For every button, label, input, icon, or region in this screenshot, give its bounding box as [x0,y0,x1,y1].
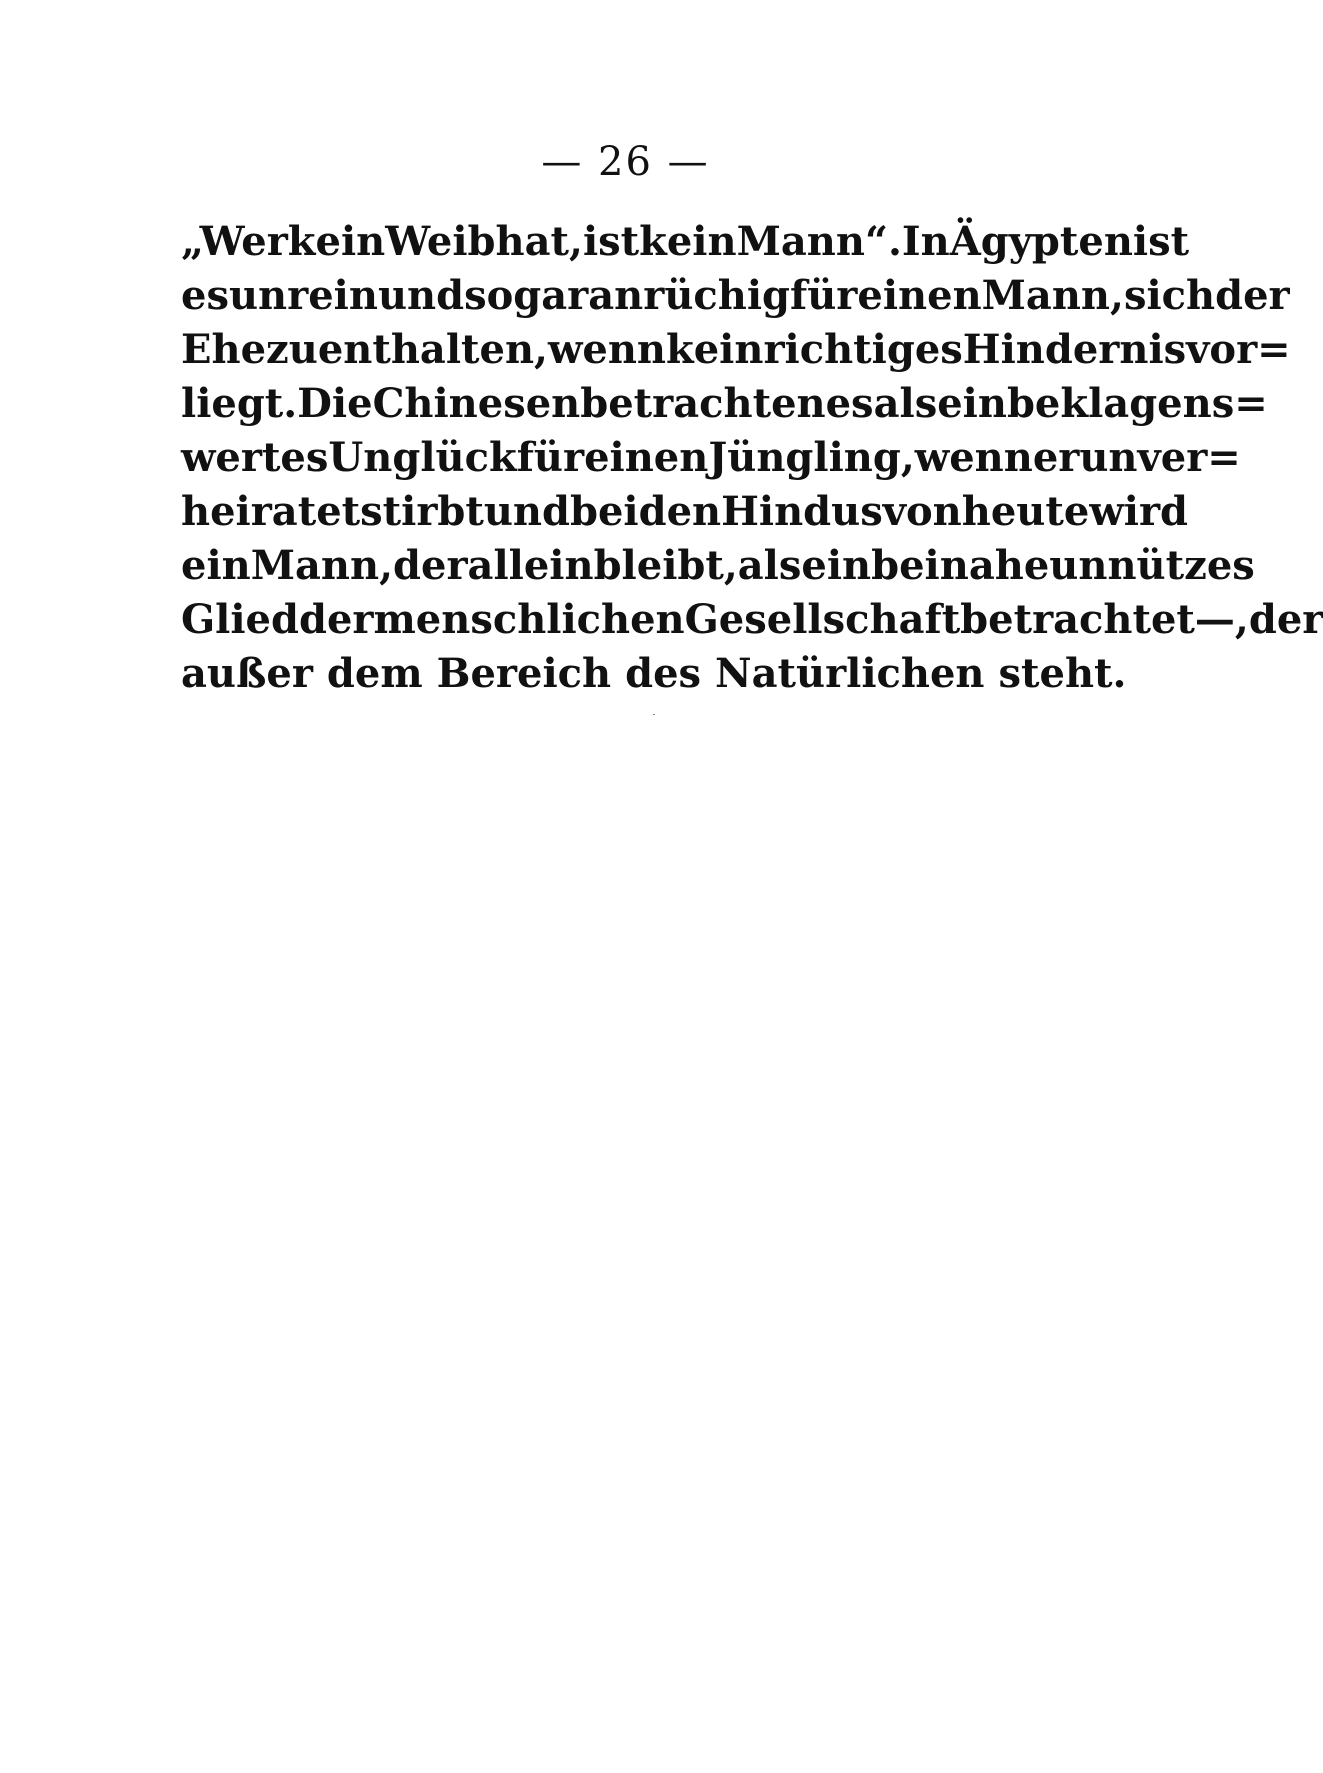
word: zu [266,326,318,373]
word: heute [961,488,1090,535]
word: Mann, [250,542,394,589]
word: einen [584,434,709,481]
word: ist [582,218,640,265]
word: Ehe [181,326,267,373]
word: Jüngling, [708,434,915,481]
word: kein [639,218,737,265]
text-line [181,269,1290,323]
word: Glied [181,596,299,643]
word: für [516,434,585,481]
text-line [181,431,1241,485]
word: wenn [914,434,1033,481]
word: als [737,542,802,589]
word: unnützes [1049,542,1255,589]
body-text [181,215,1323,701]
word: beinahe [871,542,1050,589]
word: sogar [464,272,589,319]
word: dem [326,650,423,697]
word: Weib [385,218,496,265]
word: —, [1194,596,1249,643]
word: der [1248,596,1323,643]
word: Mann“. [736,218,902,265]
word: ist [1132,218,1190,265]
word: Mann, [981,272,1124,319]
page-number: — 26 — [541,139,710,185]
word: anrüchig [588,272,791,319]
word: wertes [181,434,329,481]
word: und [377,272,465,319]
text-line [181,215,1190,269]
word: enthalten, [317,326,548,373]
word: bleibt, [593,542,738,589]
word: ein [801,542,872,589]
word: liegt. [181,380,298,427]
word: kein [666,326,764,373]
word: hat, [495,218,583,265]
print-speck [653,714,655,715]
word: steht. [998,650,1127,697]
text-line [181,647,1127,701]
word: Hindus [721,488,883,535]
word: vor= [1186,326,1291,373]
word: betrachtet [960,596,1195,643]
text-line [181,323,1291,377]
word: von [882,488,962,535]
word: der [298,596,374,643]
word: Die [297,380,373,427]
word: es [825,380,874,427]
word: Unglück [328,434,517,481]
word: unrein [228,272,378,319]
word: unver= [1079,434,1241,481]
word: richtiges [763,326,963,373]
word: des [625,650,702,697]
word: allein [467,542,594,589]
word: es [181,272,229,319]
word: für [790,272,858,319]
word: als [873,380,938,427]
word: Bereich [436,650,612,697]
word: den [638,488,722,535]
word: und [483,488,570,535]
word: wird [1089,488,1188,535]
word: menschlichen [373,596,685,643]
word: Hindernis [962,326,1187,373]
word: kein [287,218,386,265]
word: Chinesen [372,380,581,427]
word: betrachten [580,380,826,427]
word: er [1032,434,1080,481]
word: einen [857,272,982,319]
word: ein [937,380,1007,427]
text-line [181,485,1188,539]
word: ein [181,542,251,589]
word: beklagens= [1006,380,1268,427]
word: wenn [547,326,667,373]
word: In [901,218,950,265]
word: der [1215,272,1290,319]
text-line [181,539,1255,593]
word: Natürlichen [715,650,985,697]
word: bei [569,488,639,535]
word: Gesellschaft [684,596,961,643]
text-line [181,377,1268,431]
word: „Wer [181,218,288,265]
word: Ägypten [949,218,1133,265]
word: heiratet [181,488,361,535]
word: der [393,542,468,589]
word: sich [1123,272,1216,319]
word: außer [181,650,313,697]
text-line [181,593,1323,647]
word: stirbt [360,488,484,535]
